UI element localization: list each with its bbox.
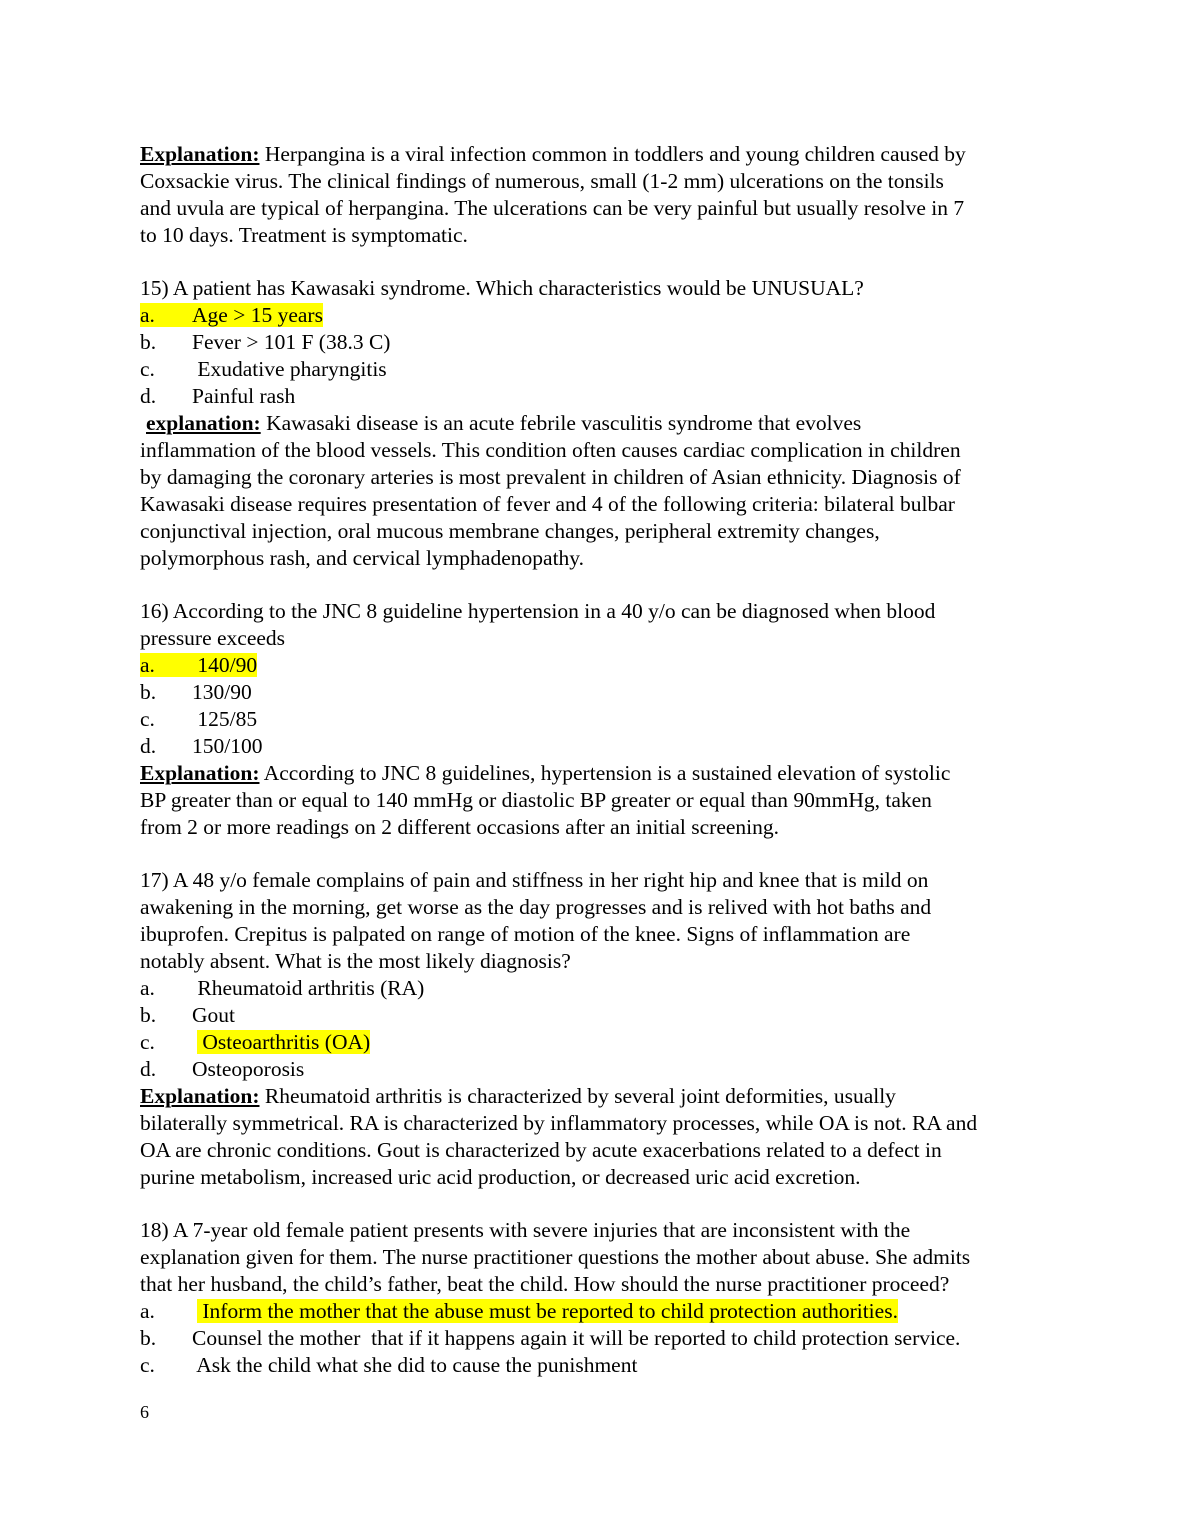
q15-option-a: a. Age > 15 years — [140, 303, 323, 327]
q14-explanation-line-2: Coxsackie virus. The clinical findings of numerous, small (1-2 mm) ulcerations on the tonsils — [140, 169, 944, 193]
q14-explanation-line-1: Explanation: Herpangina is a viral infection common in toddlers and young children caused by — [140, 142, 966, 166]
q16-option-c: c. 125/85 — [140, 707, 258, 731]
q16-option-a: a. 140/90 — [140, 653, 258, 677]
q15-explanation-line-4: Kawasaki disease requires presentation of fever and 4 of the following criteria: bilateral bulbar — [140, 492, 955, 516]
q16-option-d: d. 150/100 — [140, 734, 263, 758]
explanation-label: Explanation: — [140, 142, 260, 166]
q16-question-line-2: pressure exceeds — [140, 626, 286, 650]
q17-explanation-line-4: purine metabolism, increased uric acid production, or decreased uric acid excretion. — [140, 1165, 861, 1189]
q14-explanation-line-4: to 10 days. Treatment is symptomatic. — [140, 223, 468, 247]
q15-option-b: b. Fever > 101 F (38.3 C) — [140, 330, 391, 354]
q17-option-a: a. Rheumatoid arthritis (RA) — [140, 976, 425, 1000]
q17-explanation-line-2: bilaterally symmetrical. RA is characterized by inflammatory processes, while OA is not. RA and — [140, 1111, 978, 1135]
q16-explanation-line-1: Explanation: According to JNC 8 guidelines, hypertension is a sustained elevation of systolic — [140, 761, 951, 785]
q15-explanation-line-1: explanation: Kawasaki disease is an acute febrile vasculitis syndrome that evolves — [146, 411, 862, 435]
q15-explanation-line-2: inflammation of the blood vessels. This condition often causes cardiac complication in children — [140, 438, 961, 462]
q16-option-b: b. 130/90 — [140, 680, 252, 704]
q18-option-b: b. Counsel the mother that if it happens again it will be reported to child protection service. — [140, 1326, 961, 1350]
q17-question-line-3: ibuprofen. Crepitus is palpated on range of motion of the knee. Signs of inflammation are — [140, 922, 911, 946]
q16-explanation-line-2: BP greater than or equal to 140 mmHg or diastolic BP greater or equal than 90mmHg, taken — [140, 788, 932, 812]
q15-explanation-line-3: by damaging the coronary arteries is most prevalent in children of Asian ethnicity. Diagnosis of — [140, 465, 961, 489]
q17-question-line-2: awakening in the morning, get worse as the day progresses and is relived with hot baths and — [140, 895, 932, 919]
q18-option-a: a. Inform the mother that the abuse must be reported to child protection authorities. — [140, 1299, 898, 1323]
q17-question-line-1: 17) A 48 y/o female complains of pain and stiffness in her right hip and knee that is mild on — [140, 868, 929, 892]
q18-option-c: c. Ask the child what she did to cause the punishment — [140, 1353, 638, 1377]
q15-question: 15) A patient has Kawasaki syndrome. Which characteristics would be UNUSUAL? — [140, 276, 864, 300]
q17-question-line-4: notably absent. What is the most likely diagnosis? — [140, 949, 571, 973]
q16-question-line-1: 16) According to the JNC 8 guideline hypertension in a 40 y/o can be diagnosed when blood — [140, 599, 936, 623]
q15-explanation-line-5: conjunctival injection, oral mucous membrane changes, peripheral extremity changes, — [140, 519, 880, 543]
q18-question-line-3: that her husband, the child’s father, beat the child. How should the nurse practitioner proceed? — [140, 1272, 950, 1296]
q17-option-b: b. Gout — [140, 1003, 235, 1027]
page-number: 6 — [140, 1402, 149, 1422]
q14-explanation-line-3: and uvula are typical of herpangina. The ulcerations can be very painful but usually resolve in 7 — [140, 196, 965, 220]
q15-explanation-line-6: polymorphous rash, and cervical lymphadenopathy. — [140, 546, 585, 570]
q15-option-c: c. Exudative pharyngitis — [140, 357, 387, 381]
q17-explanation-line-3: OA are chronic conditions. Gout is characterized by acute exacerbations related to a defect in — [140, 1138, 942, 1162]
q17-option-d: d. Osteoporosis — [140, 1057, 305, 1081]
q15-option-d: d. Painful rash — [140, 384, 296, 408]
q17-option-c: c. Osteoarthritis (OA) — [140, 1030, 371, 1054]
q18-question-line-1: 18) A 7-year old female patient presents with severe injuries that are inconsistent with the — [140, 1218, 911, 1242]
q17-explanation-line-1: Explanation: Rheumatoid arthritis is characterized by several joint deformities, usually — [140, 1084, 896, 1108]
q16-explanation-line-3: from 2 or more readings on 2 different occasions after an initial screening. — [140, 815, 780, 839]
q18-question-line-2: explanation given for them. The nurse practitioner questions the mother about abuse. She admits — [140, 1245, 971, 1269]
